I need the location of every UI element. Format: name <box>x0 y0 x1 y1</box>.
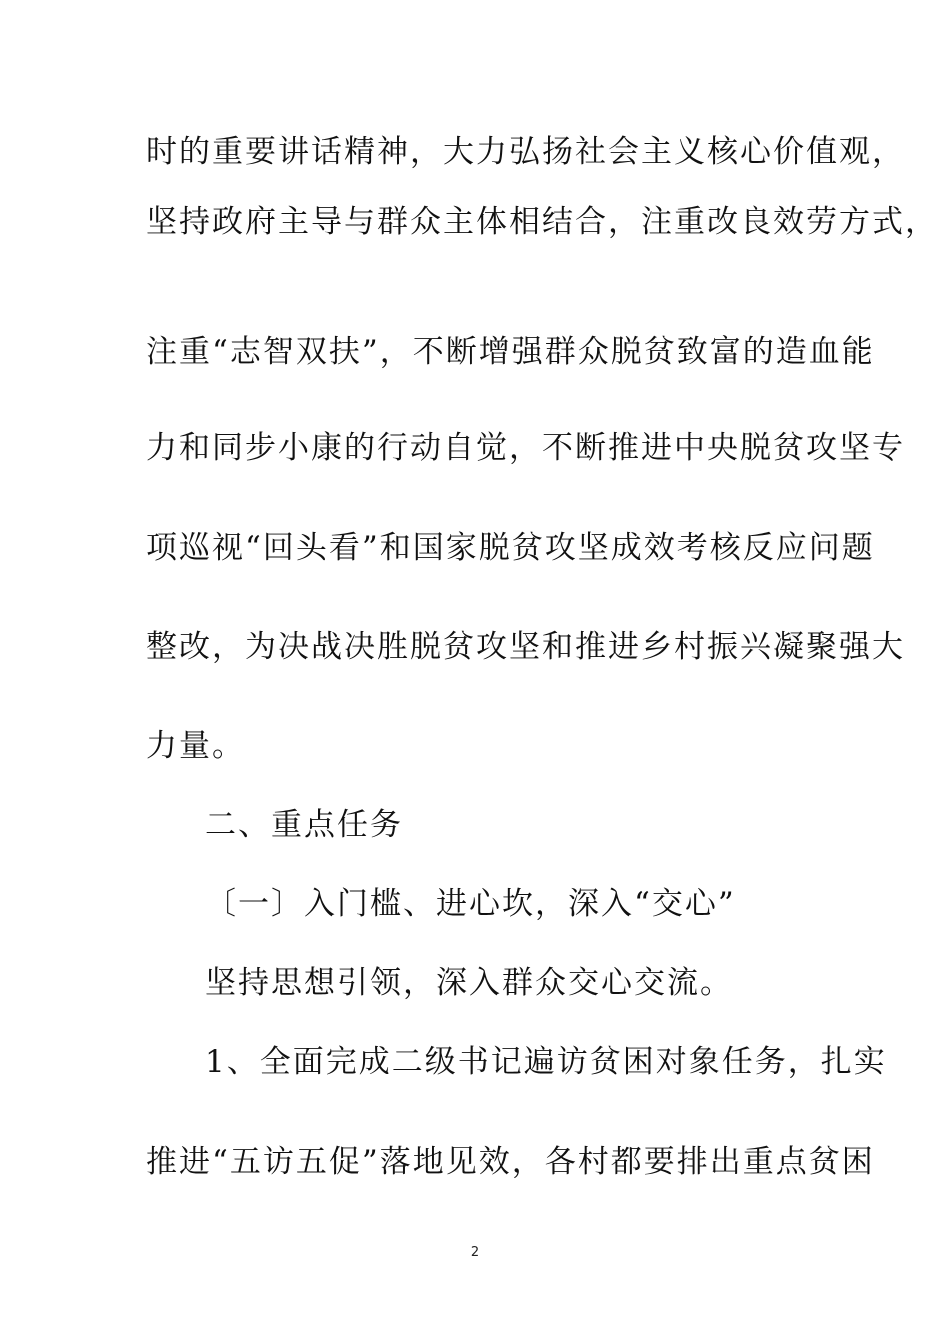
body-text-line: 力和同步小康的行动自觉，不断推进中央脱贫攻坚专 <box>146 430 905 466</box>
subsection-heading: 〔一〕入门槛、进心坎，深入“交心” <box>205 886 736 922</box>
body-text-line: 时的重要讲话精神，大力弘扬社会主义核心价值观， <box>146 134 905 170</box>
body-text-line: 整改，为决战决胜脱贫攻坚和推进乡村振兴凝聚强大 <box>146 629 905 665</box>
body-text-line: 注重“志智双扶”，不断增强群众脱贫致富的造血能 <box>146 334 875 370</box>
section-heading: 二、重点任务 <box>205 807 403 843</box>
body-text-line: 1、全面完成二级书记遍访贫困对象任务，扎实 <box>205 1044 887 1080</box>
body-text-line: 力量。 <box>146 728 245 764</box>
body-text-line: 项巡视“回头看”和国家脱贫攻坚成效考核反应问题 <box>146 530 875 566</box>
page-number: 2 <box>470 1245 480 1260</box>
body-text-line: 坚持思想引领，深入群众交心交流。 <box>205 965 733 1001</box>
body-text-line: 坚持政府主导与群众主体相结合，注重改良效劳方式， <box>146 204 938 240</box>
body-text-line: 推进“五访五促”落地见效，各村都要排出重点贫困 <box>146 1144 875 1180</box>
